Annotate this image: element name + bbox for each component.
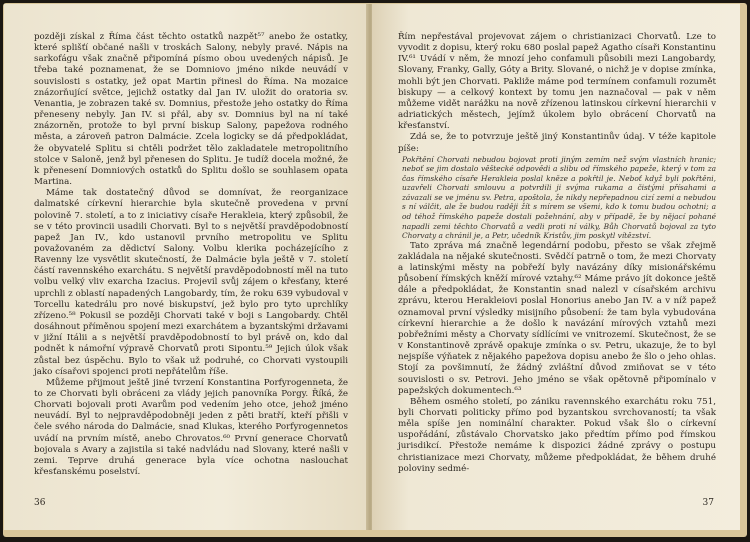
left-paragraph-1: později získal z Říma část těchto ostatků nazpět⁵⁷ anebo že ostatky, které splišťí občané našli v troskách Salony, nebyly pravé. Nápis na sarkofágu však značně připomíná písmo obou uvedených nápisů. Je třeba také poznamenat, že se Domniovo jméno nikde neuvádí v souvislosti s ostatky, jež opat Martin přinesl do Říma. Na mozaice znázorňující světce, jejichž ostatky dal Jan IV. uložit do oratoria sv. Venantia, je zobrazen také sv. Domnius, přestože jeho ostatky do Říma přeneseny nebyly. Jan IV. si přál, aby sv. Domnius byl na ní také znázorněn, protože to byl první biskup Salony, papežova rodného města, a zároveň patron Dalmácie. Zcela logicky se dá předpokládat, že obyvatelé Splitu si chtěli podržet tělo zakladatele metropolitního stolce v Saloně, jenž byl přenesen do Splitu. Je tudíž docela možné, že k přenesení Domniových ostatků do Splitu došlo se souhlasem opata Martina. [34,32,348,188]
left-page-text [34,32,348,478]
left-page [4,4,368,530]
left-page-number: 36 [34,498,46,508]
right-paragraph-1: Řím nepřestával projevovat zájem o christianizaci Chorvatů. Lze to vyvodit z dopisu, který roku 680 poslal papež Agatho císaři Konstantinu IV.⁶¹ Uvádí v něm, že mnozí jeho confamuli působili mezi Langobardy, Slovany, Franky, Gally, Góty a Brity. Slované, o nichž je v dopise zmínka, mohli být jen Chorvati. Pakliže máme pod termínem confamuli rozumět biskupy — a celkový kontext by tomu jen naznačoval — pak v něm můžeme vidět narážku na nově zřízenou latinskou církevní hierarchii v adriatických městech, jejímž úkolem bylo obrácení Chorvatů na křesťanství. [398,32,716,132]
right-page [372,4,740,530]
right-paragraph-2: Zdá se, že to potvrzuje ještě jiný Konstantinův údaj. V téže kapitole píše: [398,132,716,154]
right-paragraph-3: Tato zpráva má značně legendární podobu, přesto se však zřejmě zakládala na nějaké skutečnosti. Svědčí patrně o tom, že mezi Chorvaty a latinskými městy na pobřeží byly navázány díky misionářskému působení římských kněží mírové vztahy.⁶² Máme právo jít dokonce ještě dále a předpokládat, že Konstantin snad nalezl v císařském archivu zprávu, kterou Herakleiovi poslal Honorius anebo Jan IV. a v níž papež oznamoval první výsledky misijního působení: že tam byla vybudována církevní hierarchie a že došlo k navázání mírových vztahů mezi pobřežními městy a Chorvaty sídlícími ve vnitrozemí. Skutečnost, že se v Konstantinově zprávě opakuje zmínka o sv. Petru, ukazuje, že to byl nejspíše výňatek z nějakého papežova dopisu anebo že šlo o jeho ohlas. Stojí za povšimnutí, že žádný zvláštní důvod zmiňovat se v této souvislosti o sv. Petrovi. Jeho jméno se však opětovně připomínalo v papežských dokumentech.⁶³ [398,240,716,396]
block-quote: Pokřtění Chorvati nebudou bojovat proti jiným zemím než svým vlastních hranic; neboť se jim dostalo věštecké odpovědi a slibu od římského papeže, který v tom za čas římského císaře Herakleia poslal kněze a pokřtil je. Neboť když byli pokřtěni, uzavřeli Chorvati smlouvu a potvrdili ji svýma rukama a čistými přísahami a závazali se ve jménu sv. Petra, apoštola, že nikdy nepřepadnou cizí zemi a nebudou s ní válčit, ale že budou raději žít s mírem se všemi, kdo k tomu budou ochotni; a od téhož římského papeže dostali požehnání, aby v případě, že by nějací pohané napadli zemi těchto Chorvatů a vedli proti ní války, Bůh Chorvatů bojoval za tyto Chorvaty a chránil je, a Petr, učedník Kristův, jim poskytl vítězství. [402,154,716,241]
right-paragraph-4: Během osmého století, po zániku ravennského exarchátu roku 751, byli Chorvati politicky přímo pod byzantskou svrchovaností; ta však měla spíše jen nominální charakter. Pokud však šlo o církevní uspořádání, zůstávalo Chorvatsko jako předtím přímo pod římskou jurisdikcí. Přestože nemáme k dispozici žádné zprávy o postupu christianizace mezi Chorvaty, můžeme předpokládat, že během druhé poloviny sedmé- [398,396,716,474]
left-paragraph-3: Můžeme přijmout ještě jiné tvrzení Konstantina Porfyrogenneta, že to ze Chorvati byli obráceni za vlády jejich panovníka Porgy. Říká, že Chorvati bojovali proti Avarům pod vedením jeho otce, jehož jméno neuvádí. Byl to nejpravděpodobněji jeden z pěti bratří, kteří přišli v čele svého národa do Dalmácie, snad Klukas, kterého Porfyrogennetos uvádí na prvním místě, anebo Chrovatos.⁶⁰ První generace Chorvatů bojovala s Avary a zajistila si také nadvládu nad Slovany, které našli v zemi. Teprve druhá generace byla více ochotna naslouchat křesťanskému poselství. [34,377,348,478]
right-page-text [398,32,716,475]
left-paragraph-2: Máme tak dostatečný důvod se domnívat, že reorganizace dalmatské církevní hierarchie byla skutečně provedena v první polovině 7. století, a to z iniciativy císaře Herakleia, který způsobil, že se v této provincii usadili Chorvati. Byl to s největší pravděpodobností papež Jan IV., kdo ustanovil prvního metropolitu ve Splitu považovaném za dědictví Salony. Volbu klerika pocházejícího z Ravenny lze vysvětlit skutečností, že Dalmácie byla ještě v 7. století částí ravennského exarchátu. S největší pravděpodobností měl na tuto volbu velký vliv exarcha Izacius. Projevil svůj zájem o křesťany, které uprchli z oblastí napadených Langobardy, tím, že roku 639 vybudoval v Torcellu katedrálu pro nové biskupství, jež bylo pro tyto uprchlíky zřízeno.⁵⁸ Pokusil se později Chorvati také v boji s Langobardy. Chtěl dosáhnout příměnou spojení mezi exarchátem a byzantskými državami v jižní Itálii a s největší pravděpodobností to byl právě on, kdo dal podnět k námořní výpravě Chorvatů proti Sipontu.⁵⁹ Jejich úlok však zůstal bez úspěchu. Bylo to však už podruhé, co Chorvati vystoupili jako císařovi spojenci proti nepřátelům říše. [34,188,348,377]
right-page-number: 37 [702,498,714,508]
